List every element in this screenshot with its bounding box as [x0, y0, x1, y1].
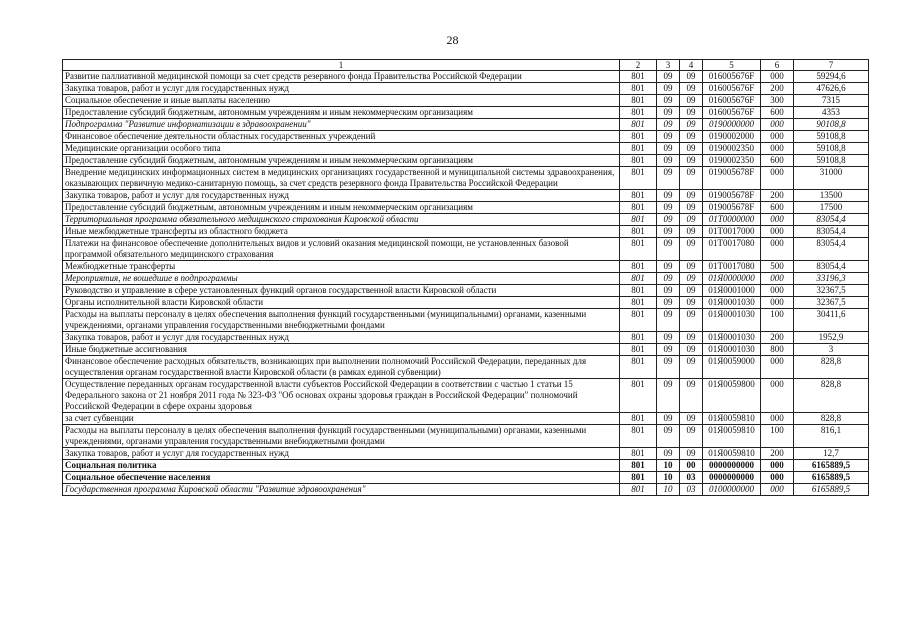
section-code-cell: 09: [657, 297, 680, 309]
section-code-cell: 09: [657, 83, 680, 95]
section-code-cell: 09: [657, 309, 680, 332]
section-code-cell: 09: [657, 379, 680, 413]
expense-type-cell: 000: [761, 238, 794, 261]
target-article-cell: 0190002000: [703, 131, 761, 143]
subsection-code-cell: 09: [680, 261, 703, 273]
target-article-cell: 01Я0059810: [703, 448, 761, 460]
grbs-code-cell: 801: [620, 119, 657, 131]
page-number: 28: [446, 33, 459, 47]
amount-cell: 47626,6: [794, 83, 869, 95]
expense-type-cell: 000: [761, 460, 794, 472]
target-article-cell: 01T0017080: [703, 261, 761, 273]
subsection-code-cell: 09: [680, 273, 703, 285]
section-code-cell: 09: [657, 226, 680, 238]
grbs-code-cell: 801: [620, 273, 657, 285]
row-name-cell: за счет субвенции: [63, 413, 620, 425]
subsection-code-cell: 09: [680, 332, 703, 344]
expense-type-cell: 800: [761, 344, 794, 356]
row-name-cell: Иные бюджетные ассигнования: [63, 344, 620, 356]
amount-cell: 83054,4: [794, 238, 869, 261]
row-name-cell: Подпрограмма "Развитие информатизации в здравоохранении": [63, 119, 620, 131]
subsection-code-cell: 09: [680, 297, 703, 309]
section-code-cell: 09: [657, 155, 680, 167]
expense-type-cell: 300: [761, 95, 794, 107]
amount-cell: 59294,6: [794, 71, 869, 83]
amount-cell: 90108,8: [794, 119, 869, 131]
target-article-cell: 01Я0059810: [703, 413, 761, 425]
table-row: [63, 143, 869, 155]
row-name-cell: Закупка товаров, работ и услуг для государственных нужд: [63, 332, 620, 344]
section-code-cell: 09: [657, 413, 680, 425]
target-article-cell: 0000000000: [703, 472, 761, 484]
expense-type-cell: 000: [761, 143, 794, 155]
target-article-cell: 01Я0000000: [703, 273, 761, 285]
section-code-cell: 09: [657, 285, 680, 297]
header-cell: 6: [761, 60, 794, 71]
table-row: [63, 119, 869, 131]
amount-cell: 12,7: [794, 448, 869, 460]
table-row: [63, 448, 869, 460]
subsection-code-cell: 09: [680, 425, 703, 448]
row-name-cell: Социальное обеспечение населения: [63, 472, 620, 484]
header-cell: 3: [657, 60, 680, 71]
grbs-code-cell: 801: [620, 344, 657, 356]
amount-cell: 17500: [794, 202, 869, 214]
subsection-code-cell: 09: [680, 448, 703, 460]
subsection-code-cell: 09: [680, 155, 703, 167]
table-row: [63, 285, 869, 297]
section-code-cell: 09: [657, 107, 680, 119]
subsection-code-cell: 09: [680, 214, 703, 226]
expense-type-cell: 000: [761, 285, 794, 297]
row-name-cell: Иные межбюджетные трансферты из областного бюджета: [63, 226, 620, 238]
row-name-cell: Предоставление субсидий бюджетным, автономным учреждениям и иным некоммерческим организациям: [63, 202, 620, 214]
target-article-cell: 0100000000: [703, 484, 761, 496]
grbs-code-cell: 801: [620, 356, 657, 379]
amount-cell: 7315: [794, 95, 869, 107]
grbs-code-cell: 801: [620, 484, 657, 496]
section-code-cell: 10: [657, 472, 680, 484]
table-row: [63, 379, 869, 413]
subsection-code-cell: 09: [680, 202, 703, 214]
grbs-code-cell: 801: [620, 226, 657, 238]
grbs-code-cell: 801: [620, 155, 657, 167]
row-name-cell: Территориальная программа обязательного медицинского страхования Кировской области: [63, 214, 620, 226]
target-article-cell: 0190000000: [703, 119, 761, 131]
grbs-code-cell: 801: [620, 379, 657, 413]
row-name-cell: Внедрение медицинских информационных систем в медицинских организациях государственной и муниципальной системы здравоохранения, оказывающих первичную медико-санитарную помощь, за счет средств резервного фонда Правительства Российской Федерации: [63, 167, 620, 190]
target-article-cell: 0190002350: [703, 143, 761, 155]
subsection-code-cell: 09: [680, 379, 703, 413]
amount-cell: 83054,4: [794, 214, 869, 226]
expense-type-cell: 000: [761, 214, 794, 226]
section-code-cell: 09: [657, 119, 680, 131]
grbs-code-cell: 801: [620, 214, 657, 226]
row-name-cell: Межбюджетные трансферты: [63, 261, 620, 273]
table-row: [63, 155, 869, 167]
subsection-code-cell: 09: [680, 344, 703, 356]
amount-cell: 828,8: [794, 379, 869, 413]
row-name-cell: Предоставление субсидий бюджетным, автономным учреждениям и иным некоммерческим организациям: [63, 107, 620, 119]
expense-type-cell: 200: [761, 83, 794, 95]
table-row: [63, 484, 869, 496]
row-name-cell: Платежи на финансовое обеспечение дополнительных видов и условий оказания медицинской помощи, не установленных базовой программой обязательного медицинского страхования: [63, 238, 620, 261]
table-row: [63, 167, 869, 190]
section-code-cell: 09: [657, 344, 680, 356]
table-row: [63, 95, 869, 107]
section-code-cell: 10: [657, 460, 680, 472]
expense-type-cell: 200: [761, 190, 794, 202]
row-name-cell: Развитие паллиативной медицинской помощи за счет средств резервного фонда Правительства Российской Федерации: [63, 71, 620, 83]
row-name-cell: Осуществление переданных органам государственной власти субъектов Российской Федерации в соответствии с частью 1 статьи 15 Федерального закона от 21 ноября 2011 года № 323-ФЗ "Об основах охраны здоровья граждан в Российской Федерации" полномочий Российской Федерации в сфере охраны здоровья: [63, 379, 620, 413]
amount-cell: 32367,5: [794, 285, 869, 297]
amount-cell: 83054,4: [794, 226, 869, 238]
section-code-cell: 09: [657, 214, 680, 226]
header-cell: 7: [794, 60, 869, 71]
section-code-cell: 09: [657, 332, 680, 344]
table-row: [63, 309, 869, 332]
amount-cell: 1952,9: [794, 332, 869, 344]
target-article-cell: 01T0017080: [703, 238, 761, 261]
target-article-cell: 01T0000000: [703, 214, 761, 226]
expense-type-cell: 600: [761, 202, 794, 214]
table-row: [63, 332, 869, 344]
table-row: [63, 107, 869, 119]
amount-cell: 59108,8: [794, 143, 869, 155]
table-row: [63, 472, 869, 484]
grbs-code-cell: 801: [620, 107, 657, 119]
subsection-code-cell: 09: [680, 238, 703, 261]
subsection-code-cell: 03: [680, 472, 703, 484]
target-article-cell: 016005676F: [703, 83, 761, 95]
row-name-cell: Предоставление субсидий бюджетным, автономным учреждениям и иным некоммерческим организациям: [63, 155, 620, 167]
budget-table: [62, 59, 869, 496]
amount-cell: 32367,5: [794, 297, 869, 309]
section-code-cell: 09: [657, 425, 680, 448]
subsection-code-cell: 09: [680, 413, 703, 425]
subsection-code-cell: 09: [680, 190, 703, 202]
subsection-code-cell: 09: [680, 309, 703, 332]
table-row: [63, 460, 869, 472]
grbs-code-cell: 801: [620, 448, 657, 460]
section-code-cell: 09: [657, 238, 680, 261]
row-name-cell: Расходы на выплаты персоналу в целях обеспечения выполнения функций государственными (муниципальными) органами, казенными учреждениями, органами управления государственными внебюджетными фондами: [63, 309, 620, 332]
amount-cell: 6165889,5: [794, 484, 869, 496]
amount-cell: 31000: [794, 167, 869, 190]
amount-cell: 83054,4: [794, 261, 869, 273]
section-code-cell: 10: [657, 484, 680, 496]
target-article-cell: 01Я0059810: [703, 425, 761, 448]
row-name-cell: Закупка товаров, работ и услуг для государственных нужд: [63, 448, 620, 460]
row-name-cell: Расходы на выплаты персоналу в целях обеспечения выполнения функций государственными (муниципальными) органами, казенными учреждениями, органами управления государственными внебюджетными фондами: [63, 425, 620, 448]
expense-type-cell: 000: [761, 71, 794, 83]
grbs-code-cell: 801: [620, 297, 657, 309]
amount-cell: 33196,3: [794, 273, 869, 285]
subsection-code-cell: 09: [680, 83, 703, 95]
expense-type-cell: 000: [761, 472, 794, 484]
row-name-cell: Мероприятия, не вошедшие в подпрограммы: [63, 273, 620, 285]
amount-cell: 59108,8: [794, 131, 869, 143]
expense-type-cell: 000: [761, 413, 794, 425]
row-name-cell: Органы исполнительной власти Кировской области: [63, 297, 620, 309]
table-header-row: [63, 60, 869, 71]
grbs-code-cell: 801: [620, 143, 657, 155]
grbs-code-cell: 801: [620, 95, 657, 107]
target-article-cell: 01Я0001030: [703, 297, 761, 309]
target-article-cell: 019005678F: [703, 190, 761, 202]
target-article-cell: 016005676F: [703, 71, 761, 83]
subsection-code-cell: 09: [680, 107, 703, 119]
amount-cell: 828,8: [794, 356, 869, 379]
expense-type-cell: 000: [761, 484, 794, 496]
table-row: [63, 273, 869, 285]
target-article-cell: 01Я0001030: [703, 344, 761, 356]
amount-cell: 4353: [794, 107, 869, 119]
grbs-code-cell: 801: [620, 167, 657, 190]
subsection-code-cell: 09: [680, 226, 703, 238]
header-cell: 4: [680, 60, 703, 71]
row-name-cell: Руководство и управление в сфере установленных функций органов государственной власти Кировской области: [63, 285, 620, 297]
grbs-code-cell: 801: [620, 285, 657, 297]
target-article-cell: 01Я0001030: [703, 332, 761, 344]
section-code-cell: 09: [657, 143, 680, 155]
table-row: [63, 425, 869, 448]
section-code-cell: 09: [657, 356, 680, 379]
subsection-code-cell: 09: [680, 167, 703, 190]
row-name-cell: Финансовое обеспечение деятельности областных государственных учреждений: [63, 131, 620, 143]
amount-cell: 6165889,5: [794, 460, 869, 472]
expense-type-cell: 000: [761, 226, 794, 238]
grbs-code-cell: 801: [620, 413, 657, 425]
expense-type-cell: 600: [761, 155, 794, 167]
target-article-cell: 016005676F: [703, 107, 761, 119]
table-row: [63, 131, 869, 143]
amount-cell: 6165889,5: [794, 472, 869, 484]
table-row: [63, 261, 869, 273]
section-code-cell: 09: [657, 71, 680, 83]
grbs-code-cell: 801: [620, 460, 657, 472]
grbs-code-cell: 801: [620, 472, 657, 484]
subsection-code-cell: 09: [680, 71, 703, 83]
subsection-code-cell: 00: [680, 460, 703, 472]
header-cell: 1: [63, 60, 620, 71]
grbs-code-cell: 801: [620, 71, 657, 83]
section-code-cell: 09: [657, 273, 680, 285]
expense-type-cell: 000: [761, 379, 794, 413]
target-article-cell: 0000000000: [703, 460, 761, 472]
table-row: [63, 413, 869, 425]
section-code-cell: 09: [657, 167, 680, 190]
grbs-code-cell: 801: [620, 425, 657, 448]
row-name-cell: Закупка товаров, работ и услуг для государственных нужд: [63, 83, 620, 95]
amount-cell: 59108,8: [794, 155, 869, 167]
section-code-cell: 09: [657, 131, 680, 143]
expense-type-cell: 100: [761, 309, 794, 332]
grbs-code-cell: 801: [620, 202, 657, 214]
amount-cell: 828,8: [794, 413, 869, 425]
expense-type-cell: 000: [761, 297, 794, 309]
expense-type-cell: 000: [761, 131, 794, 143]
subsection-code-cell: 03: [680, 484, 703, 496]
grbs-code-cell: 801: [620, 309, 657, 332]
amount-cell: 30411,6: [794, 309, 869, 332]
subsection-code-cell: 09: [680, 119, 703, 131]
row-name-cell: Медицинские организации особого типа: [63, 143, 620, 155]
target-article-cell: 01Я0001000: [703, 285, 761, 297]
expense-type-cell: 000: [761, 119, 794, 131]
expense-type-cell: 200: [761, 332, 794, 344]
header-cell: 5: [703, 60, 761, 71]
grbs-code-cell: 801: [620, 131, 657, 143]
amount-cell: 3: [794, 344, 869, 356]
expense-type-cell: 000: [761, 273, 794, 285]
amount-cell: 816,1: [794, 425, 869, 448]
table-row: [63, 214, 869, 226]
expense-type-cell: 500: [761, 261, 794, 273]
target-article-cell: 01Я0001030: [703, 309, 761, 332]
expense-type-cell: 100: [761, 425, 794, 448]
section-code-cell: 09: [657, 190, 680, 202]
expense-type-cell: 000: [761, 167, 794, 190]
amount-cell: 13500: [794, 190, 869, 202]
grbs-code-cell: 801: [620, 83, 657, 95]
header-cell: 2: [620, 60, 657, 71]
table-row: [63, 356, 869, 379]
target-article-cell: 01Я0059000: [703, 356, 761, 379]
row-name-cell: Социальная политика: [63, 460, 620, 472]
target-article-cell: 016005676F: [703, 95, 761, 107]
expense-type-cell: 200: [761, 448, 794, 460]
grbs-code-cell: 801: [620, 332, 657, 344]
target-article-cell: 01Я0059800: [703, 379, 761, 413]
table-row: [63, 202, 869, 214]
expense-type-cell: 000: [761, 356, 794, 379]
table-row: [63, 238, 869, 261]
table-row: [63, 83, 869, 95]
table-row: [63, 190, 869, 202]
table-row: [63, 226, 869, 238]
subsection-code-cell: 09: [680, 131, 703, 143]
expense-type-cell: 600: [761, 107, 794, 119]
grbs-code-cell: 801: [620, 261, 657, 273]
section-code-cell: 09: [657, 202, 680, 214]
grbs-code-cell: 801: [620, 238, 657, 261]
target-article-cell: 01T0017000: [703, 226, 761, 238]
target-article-cell: 019005678F: [703, 167, 761, 190]
subsection-code-cell: 09: [680, 356, 703, 379]
table-row: [63, 71, 869, 83]
section-code-cell: 09: [657, 95, 680, 107]
grbs-code-cell: 801: [620, 190, 657, 202]
section-code-cell: 09: [657, 448, 680, 460]
table-row: [63, 297, 869, 309]
subsection-code-cell: 09: [680, 95, 703, 107]
row-name-cell: Социальное обеспечение и иные выплаты населению: [63, 95, 620, 107]
row-name-cell: Государственная программа Кировской области "Развитие здравоохранения": [63, 484, 620, 496]
section-code-cell: 09: [657, 261, 680, 273]
target-article-cell: 0190002350: [703, 155, 761, 167]
row-name-cell: Закупка товаров, работ и услуг для государственных нужд: [63, 190, 620, 202]
target-article-cell: 019005678F: [703, 202, 761, 214]
row-name-cell: Финансовое обеспечение расходных обязательств, возникающих при выполнении полномочий Российской Федерации, переданных для осуществления органам государственной власти Кировской области (в рамках единой субвенции): [63, 356, 620, 379]
subsection-code-cell: 09: [680, 285, 703, 297]
subsection-code-cell: 09: [680, 143, 703, 155]
table-row: [63, 344, 869, 356]
